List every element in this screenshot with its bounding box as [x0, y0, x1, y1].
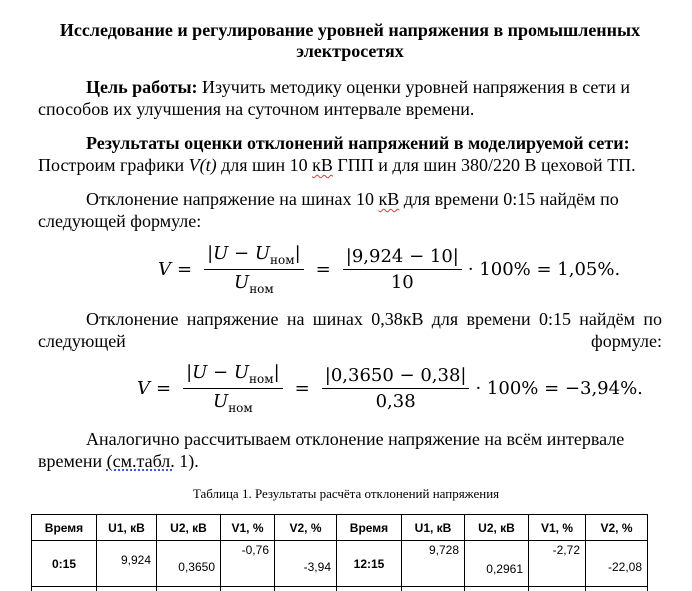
formula2-fraction-values — [322, 365, 470, 412]
table-row — [32, 541, 648, 587]
goal-text: Изучить методику оценки уровней напряжения в сети и способов их улучшения на суточном интервале времени. — [38, 77, 630, 119]
formula1-num-left: |U − U — [207, 243, 270, 264]
table-cell — [465, 587, 529, 591]
para1-text-part: Отклонение напряжение на шинах 10 — [86, 189, 378, 209]
table-cell — [337, 587, 402, 591]
table-cell — [529, 587, 586, 591]
results-paragraph — [38, 132, 662, 176]
document-title: Исследование и регулирование уровней напряжения в промышленных электросетях — [30, 20, 670, 62]
goal-paragraph — [38, 76, 662, 120]
table-cell: -22,08 — [586, 541, 648, 587]
paragraph-1 — [38, 188, 662, 232]
table-cell — [586, 587, 648, 591]
equals-sign: = — [295, 378, 310, 399]
results-table — [31, 514, 648, 591]
formula1-denominator — [234, 270, 274, 296]
formula1-lhs: V — [158, 259, 171, 280]
results-vt: V(t) — [189, 155, 217, 175]
formula2-num-right: | — [274, 362, 280, 383]
table-cell: 0:15 — [32, 541, 97, 587]
para3-text-part: Аналогично рассчитываем отклонение напряжение на всём интервале времени — [38, 429, 624, 471]
formula1-num-right: | — [295, 243, 301, 264]
formula2-den-sub: ном — [228, 401, 253, 415]
table-cell — [275, 587, 337, 591]
formula2-result: · 100% = −3,94%. — [475, 378, 642, 399]
formula-2 — [137, 362, 643, 415]
formula2-fraction-general — [183, 362, 283, 415]
formula1-den-values: 10 — [391, 270, 414, 293]
table-cell — [221, 587, 275, 591]
table-row-partial — [32, 587, 648, 591]
table-cell — [97, 587, 157, 591]
header-cell: Время — [32, 515, 97, 541]
formula1-fraction-general — [204, 243, 304, 296]
table-cell: 0,2961 — [465, 541, 529, 587]
header-cell: V2, % — [586, 515, 648, 541]
formula1-num-sub: ном — [270, 253, 295, 267]
formula2-lhs: V — [137, 378, 150, 399]
table-cell — [402, 587, 465, 591]
results-text-part: для шин 10 — [217, 155, 313, 175]
results-text-part: ГПП и для шин 380/220 В цеховой ТП. — [333, 155, 636, 175]
header-cell: V1, % — [529, 515, 586, 541]
header-cell: V1, % — [221, 515, 275, 541]
equals-sign: = — [177, 259, 192, 280]
table-cell: -3,94 — [275, 541, 337, 587]
header-cell: U1, кВ — [97, 515, 157, 541]
table-cell: 0,3650 — [157, 541, 221, 587]
formula2-num-left: |U − U — [186, 362, 249, 383]
formula1-numerator — [204, 243, 304, 270]
formula1-num-values: |9,924 − 10| — [343, 246, 462, 270]
equals-sign: = — [156, 378, 171, 399]
para3-text-part: 1). — [175, 451, 199, 471]
formula2-den-values: 0,38 — [376, 389, 416, 412]
formula-1 — [158, 243, 620, 296]
formula2-den: U — [213, 391, 228, 412]
para1-kv: кВ — [378, 189, 399, 209]
table-cell — [32, 587, 97, 591]
formula2-num-sub: ном — [249, 372, 274, 386]
table-cell — [157, 587, 221, 591]
header-cell: U1, кВ — [402, 515, 465, 541]
table-cell: 9,924 — [97, 541, 157, 587]
header-cell: U2, кВ — [465, 515, 529, 541]
table-cell: 9,728 — [402, 541, 465, 587]
results-text-part: Построим графики — [38, 155, 189, 175]
formula1-den: U — [234, 272, 249, 293]
results-kv: кВ — [312, 155, 333, 175]
goal-label: Цель работы: — [86, 77, 198, 97]
paragraph-2: Отклонение напряжение на шинах 0,38кВ для времени 0:15 найдём по следующей формуле: — [38, 308, 662, 352]
header-cell: V2, % — [275, 515, 337, 541]
equals-sign: = — [316, 259, 331, 280]
formula1-den-sub: ном — [249, 282, 274, 296]
results-heading: Результаты оценки отклонений напряжений в моделируемой сети: — [38, 132, 662, 154]
para1-text-part: для времени 0:15 найдём по следующей формуле: — [38, 189, 619, 231]
table-cell: 12:15 — [337, 541, 402, 587]
table-caption: Таблица 1. Результаты расчёта отклонений напряжения — [0, 486, 692, 502]
formula2-num-values: |0,3650 − 0,38| — [322, 365, 470, 389]
results-text — [38, 154, 662, 176]
formula1-result: · 100% = 1,05%. — [468, 259, 620, 280]
formula1-fraction-values — [343, 246, 462, 293]
table-cell: -0,76 — [221, 541, 275, 587]
header-cell: Время — [337, 515, 402, 541]
formula2-denominator — [213, 389, 253, 415]
formula2-numerator — [183, 362, 283, 389]
table-reference-link[interactable]: (см.табл. — [107, 451, 175, 471]
table-cell: -2,72 — [529, 541, 586, 587]
header-cell: U2, кВ — [157, 515, 221, 541]
paragraph-3 — [38, 428, 662, 472]
table-header-row — [32, 515, 648, 541]
